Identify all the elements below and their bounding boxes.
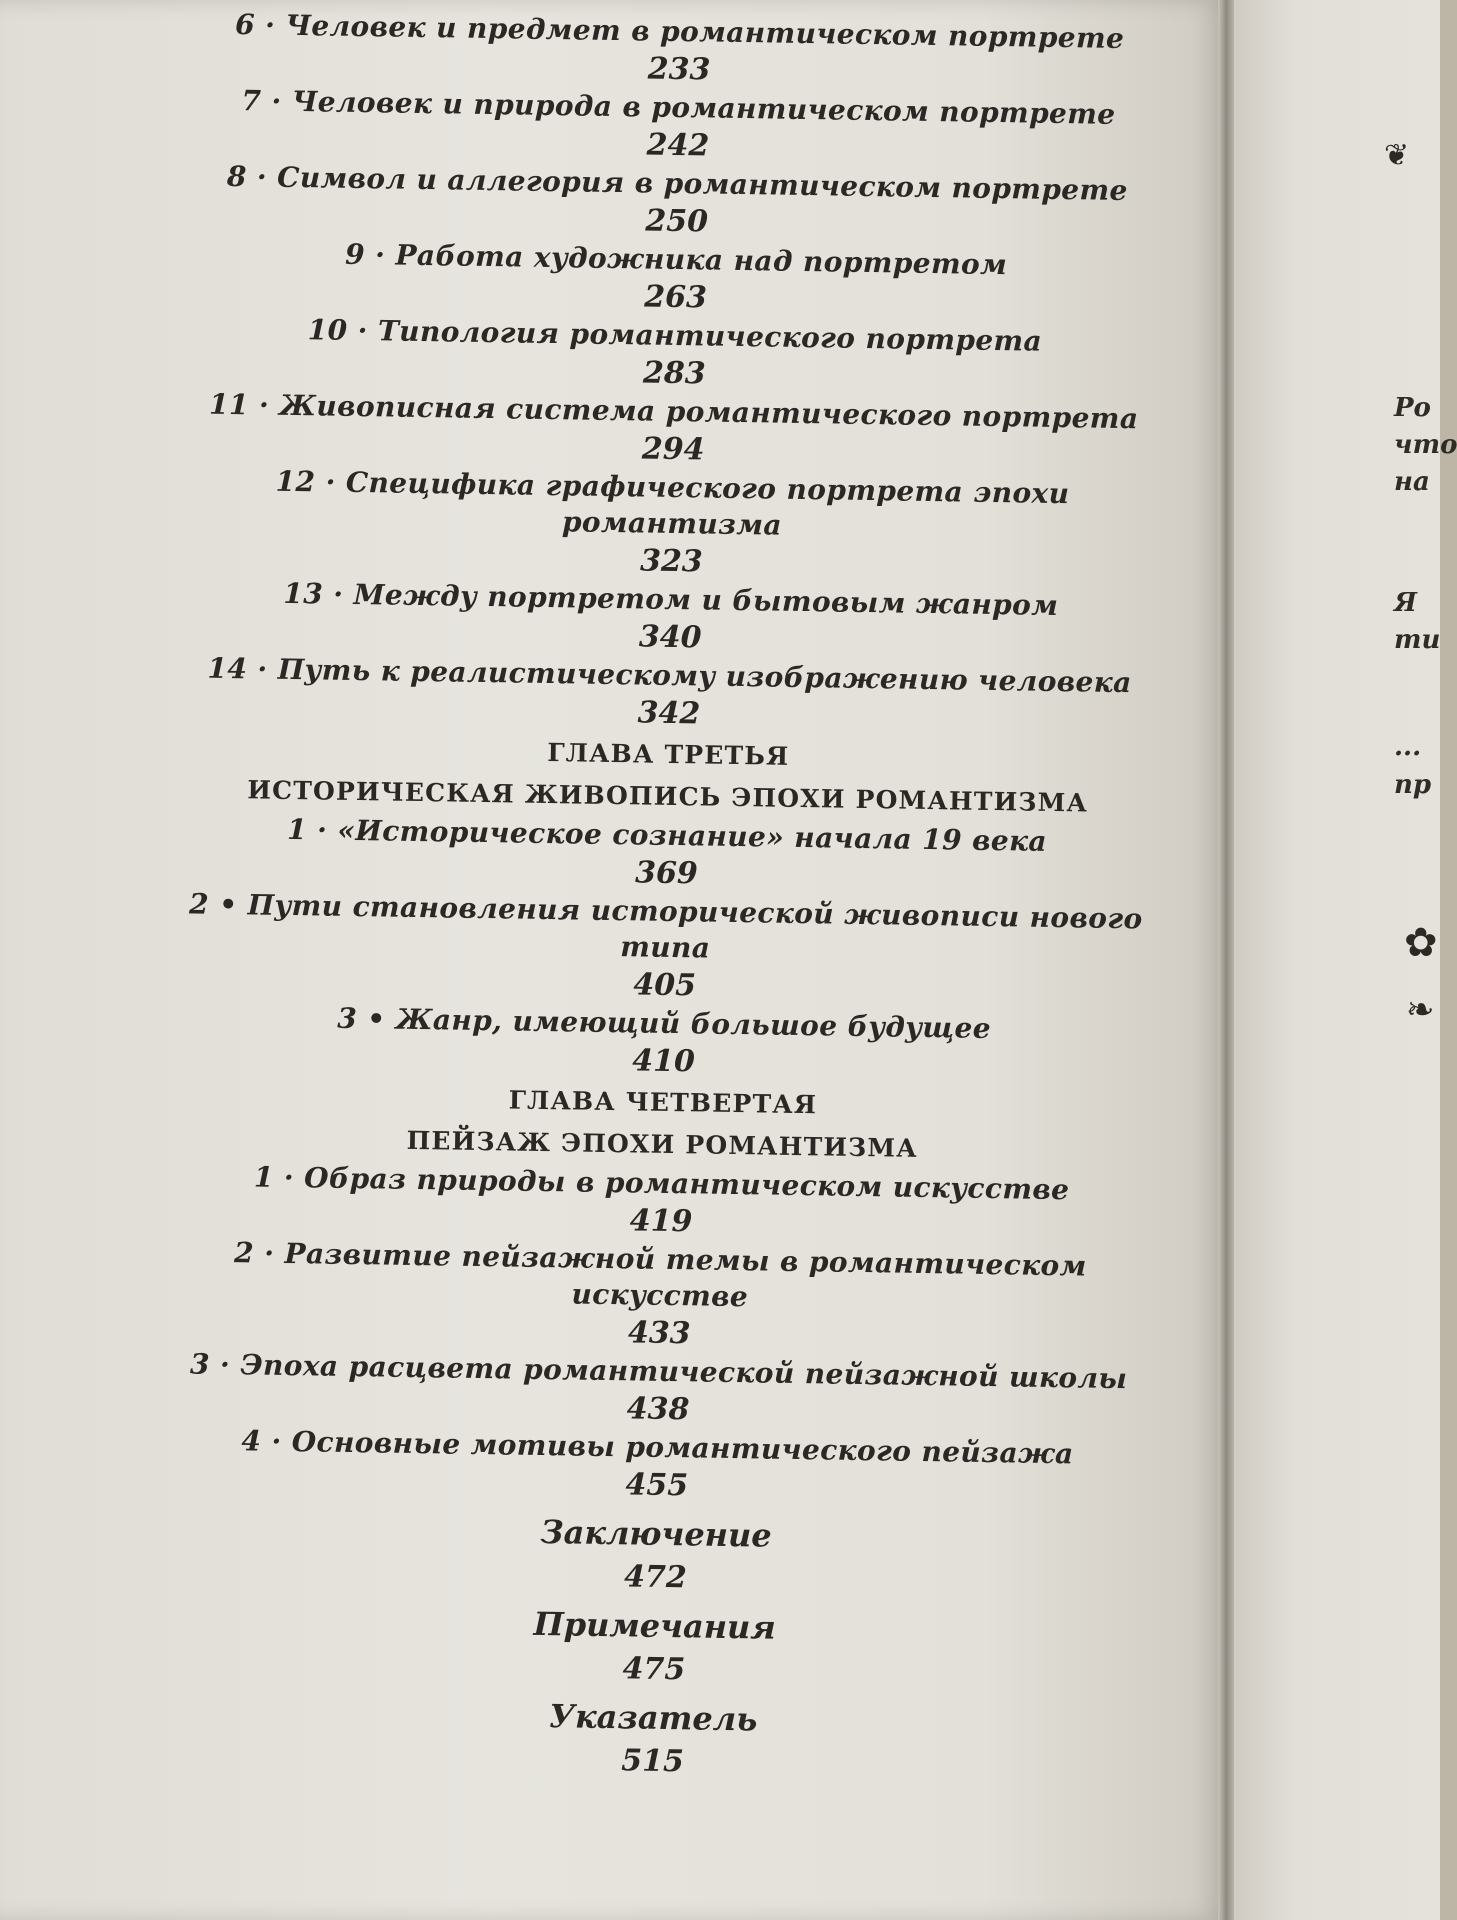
- toc-entry-title: 4 · Основные мотивы романтического пейзажа: [241, 1424, 1074, 1471]
- backmatter-page: 475: [622, 1651, 686, 1688]
- toc-entry-page: 294: [641, 431, 705, 468]
- text-fragment: ...: [1394, 732, 1422, 762]
- backmatter-title: Указатель: [548, 1697, 758, 1739]
- text-fragment: Ро: [1394, 393, 1431, 423]
- floral-ornament-icon: ✿: [1404, 920, 1438, 966]
- toc-entry-page: 283: [642, 355, 706, 392]
- toc-entry-page: 455: [625, 1467, 689, 1504]
- backmatter-entry: [154, 1594, 1155, 1698]
- toc-entry-page: 323: [639, 543, 703, 580]
- backmatter-page: 515: [620, 1743, 685, 1780]
- table-of-contents: [152, 6, 1180, 1789]
- floral-ornament-icon: ❧: [1406, 990, 1435, 1030]
- toc-entry-page: 340: [638, 619, 702, 656]
- toc-entry-page: 342: [637, 695, 701, 732]
- text-fragment: пр: [1394, 770, 1432, 800]
- toc-entry-title: 1 · Образ природы в романтическом искусстве: [253, 1160, 1070, 1207]
- toc-entry-title: 6 · Человек и предмет в романтическом портрете: [234, 8, 1125, 55]
- toc-entry: [159, 1234, 1161, 1362]
- toc-entry-page: 438: [626, 1391, 690, 1428]
- chapter-four: [162, 1074, 1163, 1174]
- right-page: [1234, 0, 1457, 1920]
- floral-ornament-icon: ❦: [1384, 138, 1410, 173]
- toc-entry-title: 2 · Развитие пейзажной темы в романтическом искусстве: [233, 1236, 1087, 1314]
- toc-entry-page: 433: [627, 1315, 691, 1352]
- toc-entry-page: 250: [645, 203, 709, 240]
- toc-entry: [164, 886, 1166, 1014]
- backmatter-entry: [155, 1502, 1156, 1606]
- chapter-subtitle: ПЕЙЗАЖ ЭПОХИ РОМАНТИЗМА: [406, 1125, 919, 1163]
- chapter-subtitle: ИСТОРИЧЕСКАЯ ЖИВОПИСЬ ЭПОХИ РОМАНТИЗМА: [247, 775, 1089, 818]
- toc-entry-title: 1 · «Историческое сознание» начала 19 века: [286, 812, 1048, 858]
- toc-entry-page: 233: [647, 51, 711, 88]
- toc-entry-title: 10 · Типология романтического портрета: [307, 313, 1043, 358]
- toc-entry: [171, 462, 1173, 590]
- toc-entry-title: 14 · Путь к реалистическому изображению человека: [207, 651, 1132, 700]
- toc-entry-title: 8 · Символ и аллегория в романтическом портрете: [226, 159, 1129, 208]
- toc-entry-title: 11 · Живописная система романтического портрета: [208, 387, 1139, 436]
- toc-entry-page: 405: [633, 967, 697, 1004]
- backmatter-title: Примечания: [533, 1604, 777, 1647]
- toc-entry-title: 13 · Между портретом и бытовым жанром: [283, 576, 1059, 623]
- toc-entry-title: 3 • Жанр, имеющий большое будущее: [337, 1001, 992, 1046]
- toc-entry-title: 3 · Эпоха расцвета романтической пейзажной школы: [189, 1347, 1128, 1396]
- toc-entry-page: 369: [634, 855, 699, 892]
- toc-entry-page: 419: [629, 1203, 693, 1240]
- toc-entry-page: 242: [646, 127, 710, 164]
- backmatter-title: Заключение: [540, 1512, 772, 1555]
- chapter-three: [167, 726, 1168, 826]
- text-fragment: на: [1394, 467, 1430, 497]
- toc-entry-title: 2 • Пути становления исторической живописи нового типа: [188, 887, 1143, 965]
- backmatter-page: 472: [623, 1559, 688, 1596]
- text-fragment: что: [1394, 430, 1457, 460]
- toc-entry-page: 263: [643, 279, 708, 316]
- text-fragment: Я: [1394, 588, 1417, 618]
- toc-entry-title: 7 · Человек и природа в романтическом портрете: [241, 84, 1116, 131]
- toc-entry-title: 12 · Специфика графического портрета эпохи романтизма: [275, 464, 1070, 542]
- backmatter-entry: [152, 1686, 1153, 1790]
- chapter-heading: ГЛАВА ЧЕТВЕРТАЯ: [508, 1085, 818, 1120]
- toc-entry: [157, 1422, 1158, 1514]
- chapter-heading: ГЛАВА ТРЕТЬЯ: [547, 738, 790, 771]
- toc-entry-title: 9 · Работа художника над портретом: [344, 237, 1008, 282]
- toc-entry-page: 410: [631, 1043, 696, 1080]
- text-fragment: ти: [1394, 625, 1441, 655]
